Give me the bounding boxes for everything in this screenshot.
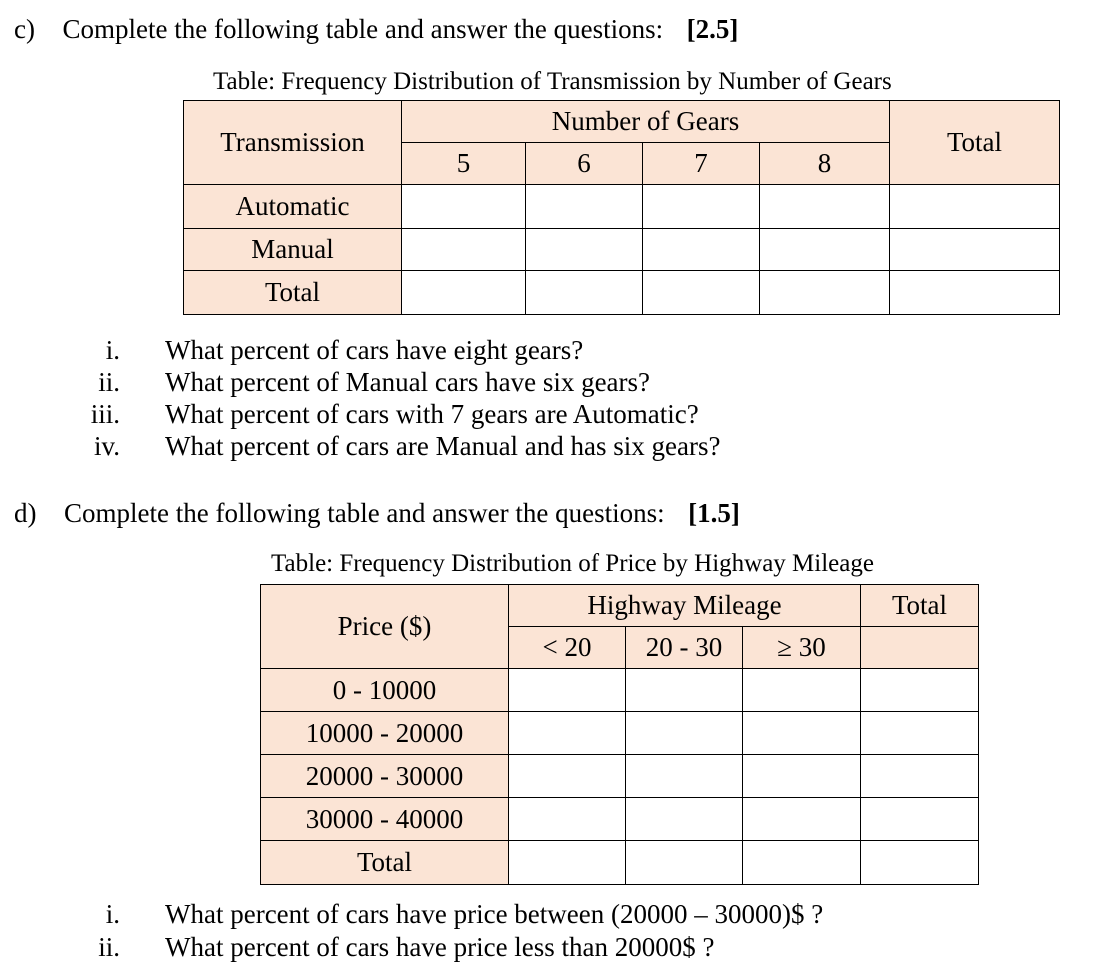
blank-cell	[760, 229, 890, 271]
row-price-20000-30000: 20000 - 30000	[261, 755, 509, 798]
blank-cell	[743, 755, 861, 798]
header-price: Price ($)	[261, 585, 509, 669]
part-c-marks: [2.5]	[686, 14, 739, 44]
blank-cell	[890, 271, 1060, 315]
blank-cell	[526, 229, 643, 271]
row-total: Total	[261, 841, 509, 885]
row-total: Total	[184, 271, 402, 315]
header-transmission: Transmission	[184, 101, 402, 185]
question-number: iii.	[90, 399, 120, 429]
blank-cell	[526, 185, 643, 229]
row-price-10000-20000: 10000 - 20000	[261, 712, 509, 755]
col-mileage-ge-30: ≥ 30	[743, 627, 861, 669]
blank-cell	[760, 185, 890, 229]
table-row	[261, 669, 979, 712]
blank-cell	[626, 798, 743, 841]
col-mileage-lt-20: < 20	[509, 627, 626, 669]
header-total: Total	[890, 101, 1060, 185]
question-number: i.	[105, 899, 120, 929]
question-text: What percent of cars have price between (20000 – 30000)$ ?	[165, 899, 824, 929]
blank-cell	[626, 755, 743, 798]
blank-cell	[402, 271, 526, 315]
col-gear-5: 5	[402, 143, 526, 185]
table-row	[184, 185, 1060, 229]
blank-cell	[402, 229, 526, 271]
row-price-30000-40000: 30000 - 40000	[261, 798, 509, 841]
question-number: iv.	[94, 431, 120, 461]
question-text: What percent of cars are Manual and has six gears?	[165, 431, 721, 461]
question-text: What percent of Manual cars have six gears?	[165, 367, 651, 397]
blank-cell	[526, 271, 643, 315]
table-row	[261, 798, 979, 841]
blank-cell	[890, 229, 1060, 271]
part-d-heading	[14, 497, 740, 529]
question-text: What percent of cars have eight gears?	[165, 335, 584, 365]
blank-cell	[626, 712, 743, 755]
question-number: ii.	[98, 367, 120, 397]
col-gear-6: 6	[526, 143, 643, 185]
blank-cell	[743, 669, 861, 712]
transmission-gears-table	[183, 100, 1060, 315]
part-c-instruction: Complete the following table and answer the questions:	[62, 14, 664, 44]
table-row	[261, 755, 979, 798]
blank-cell	[643, 271, 760, 315]
question-text: What percent of cars have price less than 20000$ ?	[165, 932, 715, 962]
blank-cell	[861, 798, 979, 841]
blank-cell	[643, 229, 760, 271]
blank-cell	[861, 841, 979, 885]
blank-cell	[509, 755, 626, 798]
blank-cell	[509, 798, 626, 841]
header-number-of-gears: Number of Gears	[402, 101, 890, 143]
blank-cell	[861, 712, 979, 755]
blank-cell	[861, 669, 979, 712]
blank-cell	[861, 627, 979, 669]
part-c-heading	[14, 13, 738, 45]
blank-cell	[509, 669, 626, 712]
part-d-instruction: Complete the following table and answer the questions:	[64, 498, 665, 528]
table-row	[184, 229, 1060, 271]
row-automatic: Automatic	[184, 185, 402, 229]
question-number: ii.	[98, 932, 120, 962]
table-c-title: Table: Frequency Distribution of Transmission by Number of Gears	[213, 68, 892, 95]
col-gear-8: 8	[760, 143, 890, 185]
price-mileage-table	[260, 584, 979, 885]
col-mileage-20-30: 20 - 30	[626, 627, 743, 669]
row-manual: Manual	[184, 229, 402, 271]
question-number: i.	[105, 335, 120, 365]
table-row	[184, 271, 1060, 315]
question-text: What percent of cars with 7 gears are Automatic?	[165, 399, 699, 429]
blank-cell	[509, 841, 626, 885]
blank-cell	[743, 841, 861, 885]
table-d-title: Table: Frequency Distribution of Price by Highway Mileage	[271, 550, 874, 577]
blank-cell	[760, 271, 890, 315]
header-total: Total	[861, 585, 979, 627]
col-gear-7: 7	[643, 143, 760, 185]
blank-cell	[402, 185, 526, 229]
table-row	[261, 841, 979, 885]
part-c-label: c)	[14, 14, 35, 44]
row-price-0-10000: 0 - 10000	[261, 669, 509, 712]
blank-cell	[890, 185, 1060, 229]
part-d-label: d)	[14, 498, 37, 528]
header-highway-mileage: Highway Mileage	[509, 585, 861, 627]
blank-cell	[861, 755, 979, 798]
blank-cell	[743, 712, 861, 755]
blank-cell	[509, 712, 626, 755]
blank-cell	[626, 841, 743, 885]
blank-cell	[743, 798, 861, 841]
part-d-marks: [1.5]	[688, 498, 740, 528]
table-row	[261, 712, 979, 755]
blank-cell	[626, 669, 743, 712]
blank-cell	[643, 185, 760, 229]
